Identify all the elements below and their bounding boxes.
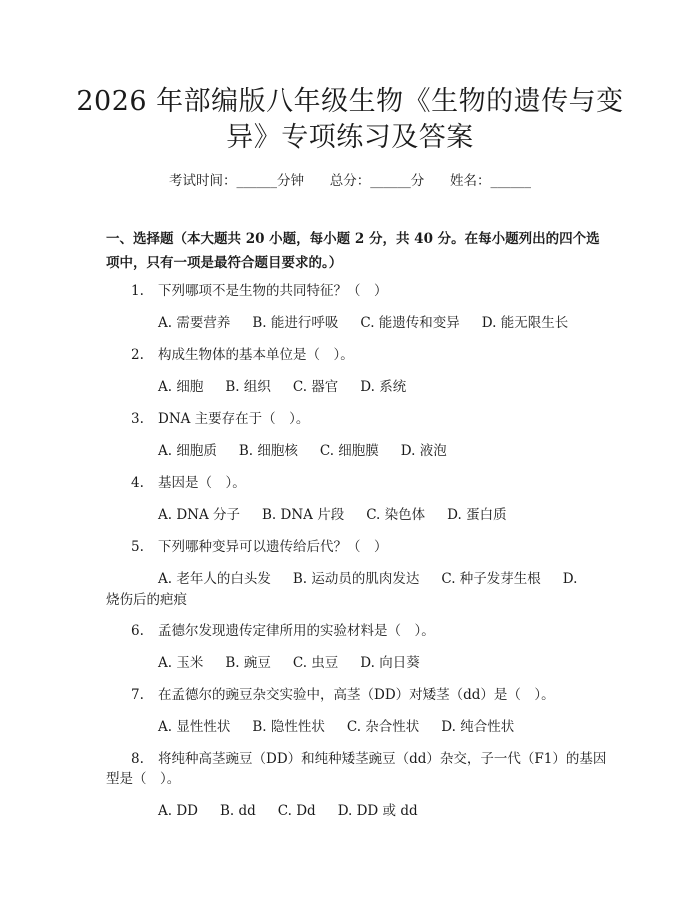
question-number: 6.	[131, 623, 144, 639]
question-2-options	[158, 377, 428, 397]
option-d: D. 向日葵	[360, 655, 420, 671]
option-d: D. 液泡	[400, 443, 447, 459]
option-d: D. 系统	[360, 379, 407, 395]
question-1-options	[158, 313, 590, 333]
question-6	[131, 621, 435, 641]
option-b: B. 运动员的肌肉发达	[292, 571, 420, 587]
option-a: A. 老年人的白头发	[158, 571, 271, 587]
option-b: B. 隐性性状	[252, 719, 325, 735]
score-label: 总分：______分	[329, 173, 425, 189]
option-a: A. 细胞	[158, 379, 204, 395]
question-number: 7.	[131, 687, 144, 703]
option-c: C. 虫豆	[292, 655, 339, 671]
question-8-text-wrap: 型是（ ）。	[106, 771, 181, 787]
question-4	[131, 473, 246, 493]
option-d: D. 蛋白质	[447, 507, 507, 523]
section-heading-line2: 项中，只有一项是最符合题目要求的。）	[106, 255, 343, 271]
question-5-options	[158, 569, 577, 589]
option-d: D.	[562, 571, 578, 587]
question-text: 下列哪种变异可以遗传给后代？（ ）	[158, 539, 388, 555]
option-a: A. 玉米	[158, 655, 204, 671]
option-d: D. 纯合性状	[441, 719, 515, 735]
option-a: A. DNA 分子	[158, 507, 241, 523]
question-number: 3.	[131, 411, 144, 427]
option-c: C. 器官	[292, 379, 339, 395]
question-5-option-d-wrap: 烧伤后的疤痕	[106, 592, 187, 608]
question-5	[131, 537, 388, 557]
question-2	[131, 345, 354, 365]
exam-meta	[0, 169, 700, 189]
section-heading-line1: 一、选择题（本大题共 20 小题，每小题 2 分，共 40 分。在每小题列出的四个选	[106, 231, 600, 247]
question-1	[131, 281, 388, 301]
question-text: 在孟德尔的豌豆杂交实验中，高茎（DD）对矮茎（dd）是（ ）。	[158, 687, 555, 703]
question-number: 4.	[131, 475, 144, 491]
question-4-options	[158, 505, 529, 525]
question-3	[131, 409, 309, 429]
page-title-line1: 2026 年部编版八年级生物《生物的遗传与变	[76, 86, 624, 117]
option-b: B. 组织	[225, 379, 271, 395]
option-d: D. DD 或 dd	[337, 803, 418, 819]
question-text: DNA 主要存在于（ ）。	[158, 411, 310, 427]
option-c: C. 染色体	[366, 507, 426, 523]
time-label: 考试时间：______分钟	[169, 173, 304, 189]
section-heading	[106, 227, 616, 275]
question-text: 构成生物体的基本单位是（ ）。	[158, 347, 354, 363]
option-a: A. 显性性状	[158, 719, 231, 735]
option-b: B. 细胞核	[238, 443, 298, 459]
question-text: 基因是（ ）。	[158, 475, 246, 491]
question-text: 下列哪项不是生物的共同特征？（ ）	[158, 283, 388, 299]
option-c: C. 杂合性状	[346, 719, 420, 735]
question-3-options	[158, 441, 469, 461]
question-7	[131, 685, 555, 705]
option-b: B. 能进行呼吸	[252, 315, 339, 331]
question-number: 5.	[131, 539, 144, 555]
question-7-options	[158, 717, 536, 737]
question-8	[131, 749, 606, 769]
question-text: 孟德尔发现遗传定律所用的实验材料是（ ）。	[158, 623, 435, 639]
page-title-line2: 异》专项练习及答案	[226, 122, 474, 153]
option-c: C. 细胞膜	[319, 443, 379, 459]
option-a: A. 细胞质	[158, 443, 217, 459]
name-label: 姓名：______	[450, 173, 531, 189]
option-d: D. 能无限生长	[481, 315, 569, 331]
option-c: C. Dd	[277, 803, 316, 819]
option-a: A. 需要营养	[158, 315, 231, 331]
option-b: B. DNA 片段	[262, 507, 345, 523]
question-number: 2.	[131, 347, 144, 363]
question-number: 1.	[131, 283, 144, 299]
question-text: 将纯种高茎豌豆（DD）和纯种矮茎豌豆（dd）杂交，子一代（F1）的基因	[158, 751, 607, 767]
option-a: A. DD	[158, 803, 198, 819]
question-number: 8.	[131, 751, 144, 767]
option-c: C. 种子发芽生根	[441, 571, 541, 587]
option-b: B. 豌豆	[225, 655, 271, 671]
option-c: C. 能遗传和变异	[360, 315, 460, 331]
option-b: B. dd	[219, 803, 256, 819]
question-8-options	[158, 801, 440, 821]
question-6-options	[158, 653, 442, 673]
